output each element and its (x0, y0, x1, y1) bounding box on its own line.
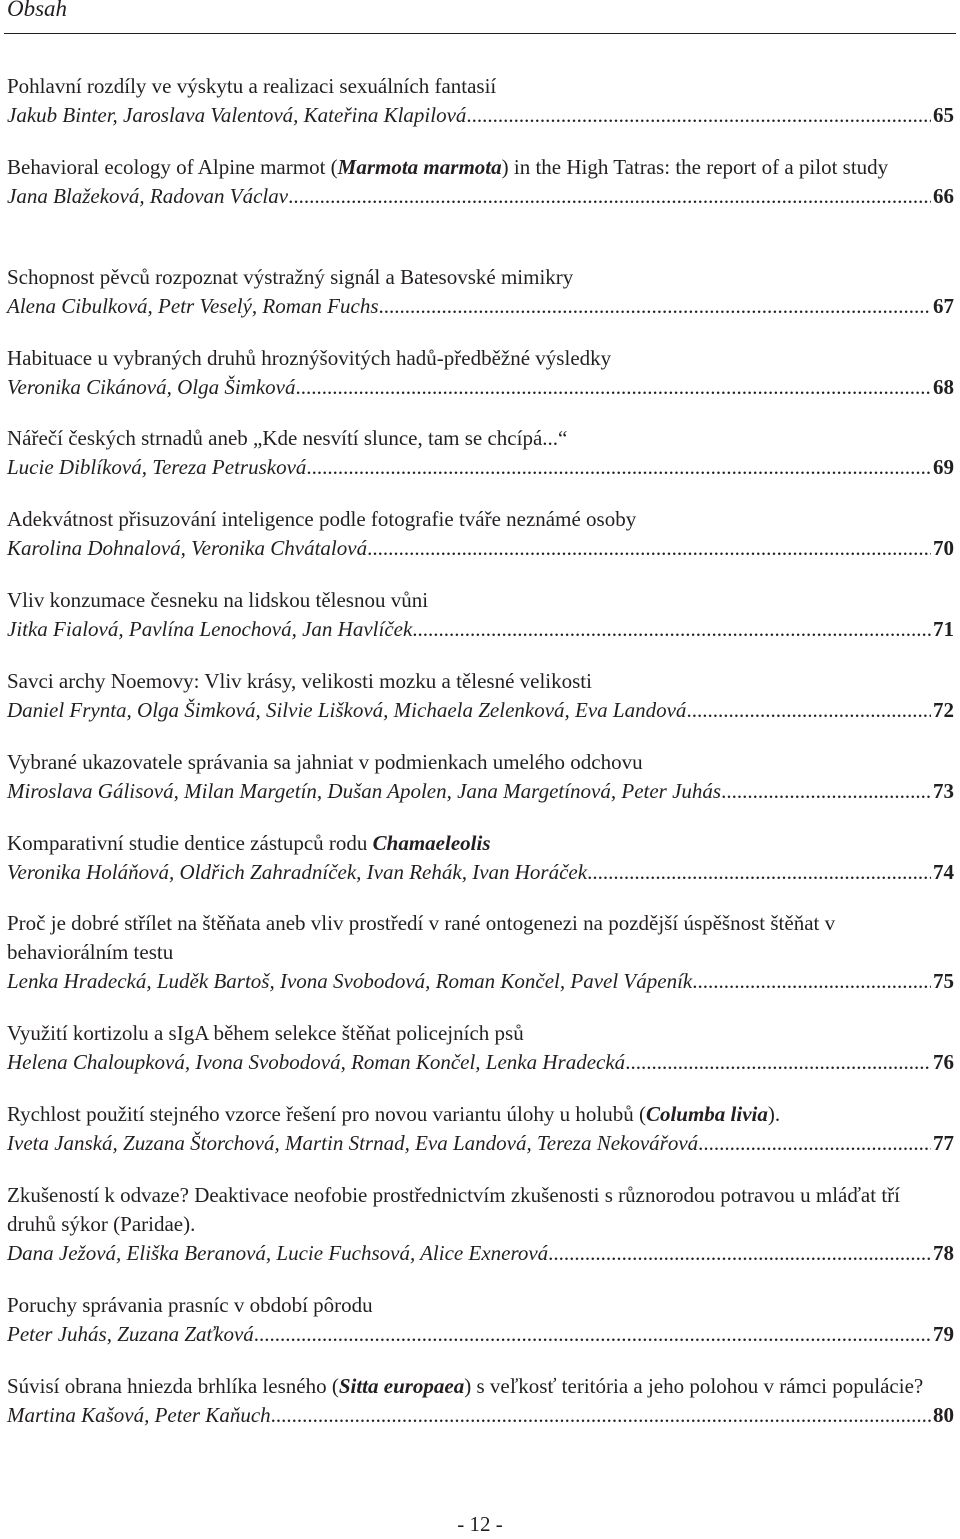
authors-line (7, 453, 954, 482)
toc-entry (7, 1019, 954, 1077)
authors-line (7, 1239, 954, 1268)
species-name: Chamaeleolis (372, 831, 491, 855)
entry-authors: Karolina Dohnalová, Veronika Chvátalová (7, 536, 368, 560)
toc-entry (7, 829, 954, 887)
dot-leader (296, 373, 932, 402)
authors-line (7, 615, 954, 644)
title-text: Proč je dobré střílet na štěňata aneb vliv prostředí v rané ontogenezi na pozdější úspěšnost štěňat v behaviorálním testu (7, 911, 836, 964)
entry-title (7, 748, 954, 777)
header-rule (4, 33, 956, 34)
entry-page-number: 69 (933, 455, 954, 479)
entry-authors: Jakub Binter, Jaroslava Valentová, Kateřina Klapilová (7, 103, 467, 127)
authors-line (7, 1048, 954, 1077)
title-text: Schopnost pěvců rozpoznat výstražný signál a Batesovské mimikry (7, 265, 574, 289)
title-text: Behavioral ecology of Alpine marmot ( (7, 155, 338, 179)
entry-title (7, 909, 954, 967)
entry-authors: Iveta Janská, Zuzana Štorchová, Martin Strnad, Eva Landová, Tereza Nekovářová (7, 1131, 699, 1155)
entry-page-number: 78 (933, 1241, 954, 1265)
toc-entry (7, 586, 954, 644)
page-number: - 12 - (457, 1512, 503, 1536)
entry-authors: Peter Juhás, Zuzana Zaťková (7, 1322, 254, 1346)
entry-title (7, 153, 954, 182)
entry-page-number: 79 (933, 1322, 954, 1346)
entry-title (7, 1291, 954, 1320)
dot-leader (466, 101, 931, 130)
entry-title (7, 72, 954, 101)
toc-entry (7, 748, 954, 806)
title-text: Adekvátnost přisuzování inteligence podle fotografie tváře neznámé osoby (7, 507, 637, 531)
entry-authors: Lucie Diblíková, Tereza Petrusková (7, 455, 307, 479)
title-text: Savci archy Noemovy: Vliv krásy, velikosti mozku a tělesné velikosti (7, 669, 592, 693)
authors-line (7, 373, 954, 402)
toc-entry (7, 909, 954, 996)
title-text: Pohlavní rozdíly ve výskytu a realizaci sexuálních fantasií (7, 74, 497, 98)
dot-leader (548, 1239, 931, 1268)
title-text: Zkušeností k odvaze? Deaktivace neofobie prostřednictvím zkušenosti s různorodou potravou u mláďat tří druhů sýkor (Paridae). (7, 1183, 900, 1236)
toc-entry (7, 344, 954, 402)
entry-authors: Alena Cibulková, Petr Veselý, Roman Fuchs (7, 294, 379, 318)
title-text: Vliv konzumace česneku na lidskou tělesnou vůni (7, 588, 429, 612)
entry-title (7, 829, 954, 858)
species-name: Columba livia (645, 1102, 768, 1126)
dot-leader (686, 696, 931, 725)
entry-page-number: 72 (933, 698, 954, 722)
entry-authors: Jitka Fialová, Pavlína Lenochová, Jan Havlíček (7, 617, 413, 641)
authors-line (7, 696, 954, 725)
authors-line (7, 967, 954, 996)
entry-title (7, 1181, 954, 1239)
entry-authors: Helena Chaloupková, Ivona Svobodová, Roman Končel, Lenka Hradecká (7, 1050, 626, 1074)
entry-page-number: 70 (933, 536, 954, 560)
title-text: Rychlost použití stejného vzorce řešení pro novou variantu úlohy u holubů ( (7, 1102, 646, 1126)
toc-entry (7, 424, 954, 482)
entry-authors: Jana Blažeková, Radovan Václav (7, 184, 289, 208)
dot-leader (367, 534, 931, 563)
entry-page-number: 71 (933, 617, 954, 641)
authors-line (7, 101, 954, 130)
entry-title (7, 263, 954, 292)
title-text: Súvisí obrana hniezda brhlíka lesného ( (7, 1374, 339, 1398)
toc-entry (7, 263, 954, 321)
entry-authors: Miroslava Gálisová, Milan Margetín, Dušan Apolen, Jana Margetínová, Peter Juhás (7, 779, 722, 803)
dot-leader (254, 1320, 931, 1349)
entry-page-number: 80 (933, 1403, 954, 1427)
dot-leader (412, 615, 931, 644)
authors-line (7, 1320, 954, 1349)
entry-title (7, 1100, 954, 1129)
title-text: Nářečí českých strnadů aneb „Kde nesvítí slunce, tam se chcípá...“ (7, 426, 568, 450)
title-text: Vybrané ukazovatele správania sa jahniat v podmienkach umelého odchovu (7, 750, 643, 774)
authors-line (7, 182, 954, 211)
entry-title (7, 344, 954, 373)
entry-page-number: 74 (933, 860, 954, 884)
toc-entry (7, 1372, 954, 1430)
entry-title (7, 424, 954, 453)
toc-entry (7, 1181, 954, 1268)
title-text: Poruchy správania prasníc v období pôrodu (7, 1293, 373, 1317)
dot-leader (271, 1401, 931, 1430)
dot-leader (721, 777, 931, 806)
title-text: ). (767, 1102, 781, 1126)
toc-entry (7, 505, 954, 563)
toc-entry (7, 1291, 954, 1349)
dot-leader (692, 967, 931, 996)
species-name: Sitta europaea (338, 1374, 465, 1398)
entry-page-number: 65 (933, 103, 954, 127)
title-text: Využití kortizolu a sIgA během selekce štěňat policejních psů (7, 1021, 524, 1045)
entry-page-number: 75 (933, 969, 954, 993)
authors-line (7, 777, 954, 806)
entry-authors: Lenka Hradecká, Luděk Bartoš, Ivona Svobodová, Roman Končel, Pavel Vápeník (7, 969, 693, 993)
species-name: Marmota marmota (337, 155, 502, 179)
entry-title (7, 1019, 954, 1048)
authors-line (7, 534, 954, 563)
dot-leader (306, 453, 931, 482)
toc-entry (7, 667, 954, 725)
entry-page-number: 77 (933, 1131, 954, 1155)
entry-authors: Veronika Holáňová, Oldřich Zahradníček, Ivan Rehák, Ivan Horáček (7, 860, 588, 884)
authors-line (7, 1401, 954, 1430)
toc-entry (7, 153, 954, 211)
section-title: Obsah (7, 0, 68, 21)
authors-line (7, 1129, 954, 1158)
title-text: ) s veľkosť teritória a jeho polohou v rámci populácie? (464, 1374, 924, 1398)
entry-page-number: 68 (933, 375, 954, 399)
entry-title (7, 667, 954, 696)
entry-page-number: 76 (933, 1050, 954, 1074)
entry-page-number: 73 (933, 779, 954, 803)
title-text: ) in the High Tatras: the report of a pilot study (501, 155, 889, 179)
dot-leader (587, 858, 931, 887)
toc-entry (7, 1100, 954, 1158)
entry-title (7, 505, 954, 534)
entry-page-number: 66 (933, 184, 954, 208)
dot-leader (288, 182, 931, 211)
entry-authors: Daniel Frynta, Olga Šimková, Silvie Lišková, Michaela Zelenková, Eva Landová (7, 698, 687, 722)
authors-line (7, 858, 954, 887)
title-text: Komparativní studie dentice zástupců rodu (7, 831, 373, 855)
dot-leader (625, 1048, 931, 1077)
title-text: Habituace u vybraných druhů hroznýšovitých hadů-předběžné výsledky (7, 346, 612, 370)
entry-title (7, 586, 954, 615)
entry-authors: Dana Ježová, Eliška Beranová, Lucie Fuchsová, Alice Exnerová (7, 1241, 549, 1265)
authors-line (7, 292, 954, 321)
entry-title (7, 1372, 954, 1401)
entry-page-number: 67 (933, 294, 954, 318)
dot-leader (698, 1129, 931, 1158)
dot-leader (379, 292, 932, 321)
toc-entry (7, 72, 954, 130)
entry-authors: Martina Kašová, Peter Kaňuch (7, 1403, 271, 1427)
entry-authors: Veronika Cikánová, Olga Šimková (7, 375, 296, 399)
